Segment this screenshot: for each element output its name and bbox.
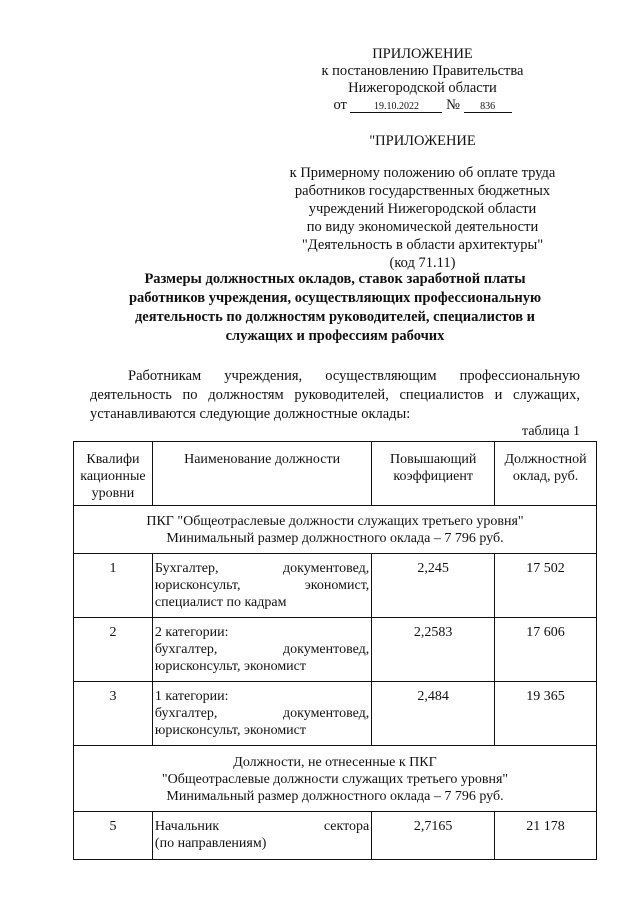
header-level-3: уровни <box>91 486 135 501</box>
row-salary: 17 606 <box>495 618 597 682</box>
group-pkg <box>74 506 597 554</box>
header-salary <box>495 442 597 506</box>
appendix-line7: (код 71.11) <box>389 255 456 271</box>
row-position <box>152 682 371 746</box>
row-position-line: специалист по кадрам <box>154 595 287 610</box>
intro-line1: Работникам учреждения, осуществляющим профессиональную <box>128 368 580 384</box>
intro-paragraph <box>90 367 580 424</box>
approval-title: ПРИЛОЖЕНИЕ <box>372 46 473 62</box>
header-salary-1: Должностной <box>504 452 587 467</box>
row-position-line: 2 категории: <box>154 625 229 640</box>
row-position-line: (по направлениям) <box>154 836 267 851</box>
table-caption: таблица 1 <box>522 424 580 439</box>
row-position-line: Начальник сектора <box>154 819 370 834</box>
row-level: 2 <box>74 618 153 682</box>
header-coef-2: коэффициент <box>393 469 473 484</box>
group-row-pkg <box>74 506 597 554</box>
header-position: Наименование должности <box>152 442 371 506</box>
header-level-1: Квалифи <box>86 452 140 467</box>
group-pkg-min: Минимальный размер должностного оклада – 7 796 руб. <box>166 531 504 546</box>
salary-table <box>73 441 597 860</box>
row-salary: 17 502 <box>495 554 597 618</box>
header-level-2: кационные <box>80 469 146 484</box>
group-non-pkg-line2: "Общеотраслевые должности служащих третьего уровня" <box>161 772 509 787</box>
approval-date: 19.10.2022 <box>350 101 442 113</box>
row-level: 3 <box>74 682 153 746</box>
row-position-line: бухгалтер, документовед, <box>154 706 370 721</box>
title-line2: работников учреждения, осуществляющих профессиональную <box>128 290 542 306</box>
title-line4: служащих и профессиям рабочих <box>225 328 445 344</box>
row-coef: 2,245 <box>372 554 495 618</box>
row-level: 5 <box>74 812 153 860</box>
header-level <box>74 442 153 506</box>
from-label: от <box>333 97 347 113</box>
approval-number: 836 <box>464 101 512 113</box>
table-row <box>74 682 597 746</box>
row-position-line: Бухгалтер, документовед, <box>154 561 370 576</box>
group-row-non-pkg <box>74 746 597 812</box>
approval-header <box>250 46 595 114</box>
table-row <box>74 554 597 618</box>
appendix-line4: учреждений Нижегородской области <box>308 201 537 217</box>
header-coef <box>372 442 495 506</box>
row-position-line: 1 категории: <box>154 689 229 704</box>
row-position <box>152 618 371 682</box>
approval-line2: к постановлению Правительства <box>321 63 524 79</box>
group-non-pkg-min: Минимальный размер должностного оклада – 7 796 руб. <box>166 789 504 804</box>
row-coef: 2,2583 <box>372 618 495 682</box>
document-title <box>95 270 575 346</box>
title-line1: Размеры должностных окладов, ставок заработной платы <box>144 271 526 287</box>
appendix-line5: по виду экономической деятельности <box>306 219 539 235</box>
appendix-line6: "Деятельность в области архитектуры" <box>301 237 544 253</box>
row-position <box>152 812 371 860</box>
group-non-pkg <box>74 746 597 812</box>
title-line3: деятельность по должностям руководителей, специалистов и <box>134 309 536 325</box>
table-row <box>74 812 597 860</box>
table-header-row <box>74 442 597 506</box>
approval-line3: Нижегородской области <box>348 80 497 96</box>
row-position-line: бухгалтер, документовед, <box>154 642 370 657</box>
row-level: 1 <box>74 554 153 618</box>
group-non-pkg-line1: Должности, не отнесенные к ПКГ <box>233 755 437 770</box>
group-pkg-title: ПКГ "Общеотраслевые должности служащих третьего уровня" <box>146 514 524 529</box>
intro-line3: устанавливаются следующие должностные оклады: <box>90 406 411 422</box>
row-salary: 19 365 <box>495 682 597 746</box>
row-position-line: юрисконсульт, экономист, <box>154 578 370 593</box>
intro-line2: деятельность по должностям руководителей, специалистов и служащих, <box>90 387 580 403</box>
row-position-line: юрисконсульт, экономист <box>154 723 306 738</box>
header-coef-1: Повышающий <box>389 452 477 467</box>
appendix-line3: работников государственных бюджетных <box>294 183 551 199</box>
appendix-title: "ПРИЛОЖЕНИЕ <box>369 133 476 149</box>
row-coef: 2,7165 <box>372 812 495 860</box>
row-position <box>152 554 371 618</box>
appendix-line2: к Примерному положению об оплате труда <box>289 165 556 181</box>
header-salary-2: оклад, руб. <box>512 469 579 484</box>
approval-date-line <box>250 97 595 114</box>
appendix-header <box>250 133 595 150</box>
row-position-line: юрисконсульт, экономист <box>154 659 306 674</box>
number-label: № <box>446 97 460 113</box>
row-salary: 21 178 <box>495 812 597 860</box>
appendix-subtitle <box>250 164 595 272</box>
table-row <box>74 618 597 682</box>
row-coef: 2,484 <box>372 682 495 746</box>
